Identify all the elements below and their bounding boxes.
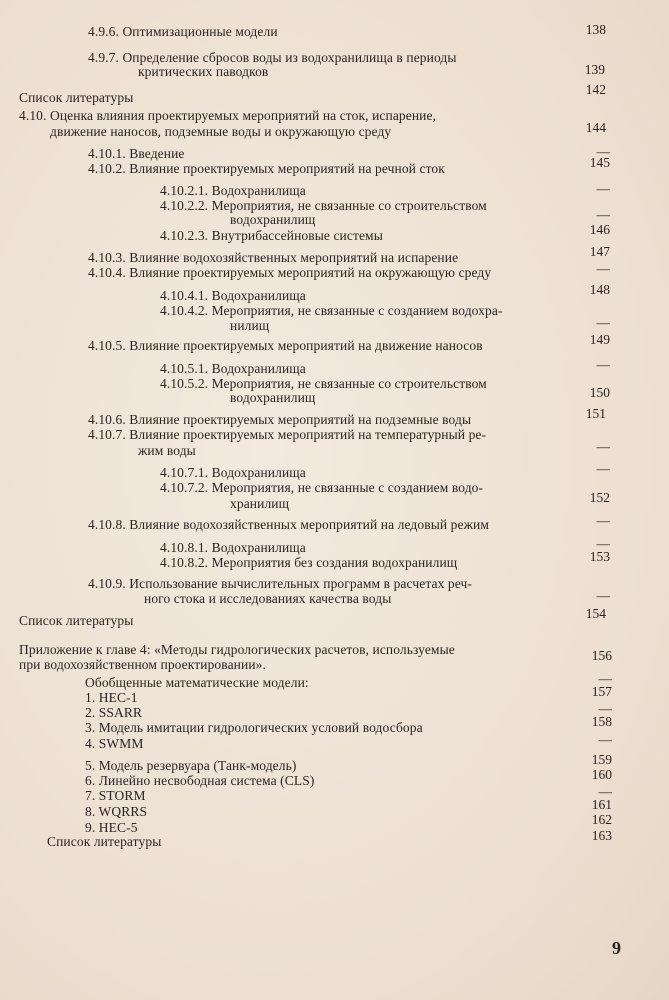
toc-entry-text: 7. STORM bbox=[85, 788, 146, 803]
toc-entry-text: водохранилищ bbox=[230, 212, 316, 227]
toc-entry-text: 4. SWMM bbox=[85, 736, 144, 751]
toc-entry-text: 4.10.8.2. Мероприятия без создания водохранилищ bbox=[160, 555, 458, 570]
toc-entry-page: — bbox=[598, 732, 612, 747]
toc-entry-page: — bbox=[598, 701, 612, 716]
toc-entry-text: хранилищ bbox=[230, 496, 290, 511]
toc-entry-text: 4.10.3. Влияние водохозяйственных мероприятий на испарение bbox=[88, 250, 459, 265]
toc-entry-text: 4.10.2. Влияние проектируемых мероприятий на речной сток bbox=[88, 161, 445, 176]
toc-entry-page: 156 bbox=[591, 648, 612, 663]
toc-entry-text: 4.10.7. Влияние проектируемых мероприятий на температурный ре- bbox=[88, 427, 487, 442]
toc-entry-page: 159 bbox=[591, 752, 612, 767]
toc-entry-page: — bbox=[596, 439, 610, 454]
toc-entry-page: 154 bbox=[585, 606, 606, 621]
toc-entry-page: — bbox=[596, 536, 610, 551]
toc-entry-text: 4.10.2.1. Водохранилища bbox=[160, 183, 306, 198]
toc-entry-text: 4.10.6. Влияние проектируемых мероприятий на подземные воды bbox=[88, 412, 472, 427]
toc-entry-page: 158 bbox=[591, 714, 612, 729]
toc-entry-text: 4.10.2.3. Внутрибассейновые системы bbox=[160, 228, 383, 243]
toc-entry-text: 8. WQRRS bbox=[85, 804, 148, 819]
toc-entry-text: 4.10.2.2. Мероприятия, не связанные со строительством bbox=[160, 198, 487, 213]
toc-entry-page: 161 bbox=[591, 797, 612, 812]
toc-entry-page: 151 bbox=[585, 406, 606, 421]
toc-entry-text: нилищ bbox=[230, 318, 270, 333]
toc-entry-text: 4.10.5. Влияние проектируемых мероприятий на движение наносов bbox=[88, 338, 483, 353]
toc-entry-page: 138 bbox=[585, 22, 606, 37]
toc-entry-page: 139 bbox=[584, 62, 605, 77]
toc-entry-text: 4.10.5.2. Мероприятия, не связанные со строительством bbox=[160, 376, 487, 391]
toc-entry-text: 4.10.5.1. Водохранилища bbox=[160, 361, 306, 376]
toc-entry-page: — bbox=[598, 671, 612, 686]
toc-entry-page: 163 bbox=[591, 828, 612, 843]
toc-entry-text: Список литературы bbox=[19, 613, 134, 628]
toc-entry-page: 150 bbox=[589, 385, 610, 400]
toc-entry-text: 4.9.6. Оптимизационные модели bbox=[88, 24, 278, 39]
toc-entry-text: 5. Модель резервуара (Танк-модель) bbox=[85, 758, 297, 773]
toc-entry-page: — bbox=[596, 207, 610, 222]
toc-entry-text: 4.10.8. Влияние водохозяйственных мероприятий на ледовый режим bbox=[88, 517, 490, 532]
toc-entry-text: 4.10.8.1. Водохранилища bbox=[160, 540, 306, 555]
toc-entry-text: 4.10. Оценка влияния проектируемых мероприятий на сток, испарение, bbox=[19, 108, 437, 123]
toc-entry-page: 153 bbox=[589, 549, 610, 564]
toc-entry-page: — bbox=[596, 315, 610, 330]
toc-entry-text: Обобщенные математические модели: bbox=[85, 675, 309, 690]
toc-entry-text: Список литературы bbox=[19, 90, 134, 105]
toc-entry-text: 1. HEC-1 bbox=[85, 690, 138, 705]
toc-entry-text: 4.10.7.2. Мероприятия, не связанные с созданием водо- bbox=[160, 480, 484, 495]
toc-entry-page: — bbox=[596, 588, 610, 603]
toc-entry-text: жим воды bbox=[138, 443, 196, 458]
toc-entry-text: 4.10.1. Введение bbox=[88, 146, 185, 161]
toc-entry-page: 148 bbox=[589, 282, 610, 297]
toc-entry-text: 2. SSARR bbox=[85, 705, 143, 720]
toc-entry-text: Приложение к главе 4: «Методы гидрологических расчетов, используемые bbox=[19, 642, 455, 657]
toc-entry-page: 146 bbox=[589, 222, 610, 237]
toc-entry-page: — bbox=[596, 181, 610, 196]
toc-entry-text: 4.10.4.1. Водохранилища bbox=[160, 288, 306, 303]
toc-entry-text: 4.9.7. Определение сбросов воды из водохранилища в периоды bbox=[88, 50, 457, 65]
toc-entry-page: 157 bbox=[591, 684, 612, 699]
toc-entry-text: 9. HEC-5 bbox=[85, 820, 138, 835]
toc-entry-page: — bbox=[596, 261, 610, 276]
toc-entry-text: 4.10.4.2. Мероприятия, не связанные с созданием водохра- bbox=[160, 303, 503, 318]
toc-entry-page: 144 bbox=[585, 120, 606, 135]
toc-entry-page: — bbox=[596, 357, 610, 372]
toc-entry-page: — bbox=[596, 513, 610, 528]
toc-entry-text: 4.10.7.1. Водохранилища bbox=[160, 465, 306, 480]
toc-entry-page: — bbox=[596, 461, 610, 476]
toc-entry-page: 162 bbox=[591, 812, 612, 827]
toc-entry-page: 142 bbox=[585, 82, 606, 97]
toc-entry-page: 149 bbox=[589, 332, 610, 347]
toc-entry-text: 4.10.4. Влияние проектируемых мероприятий на окружающую среду bbox=[88, 265, 492, 280]
toc-entry-page: 147 bbox=[589, 244, 610, 259]
toc-entry-page: 160 bbox=[591, 767, 612, 782]
toc-entry-text: при водохозяйственном проектировании». bbox=[19, 657, 266, 672]
page-number: 9 bbox=[612, 938, 621, 958]
toc-entry-text: Список литературы bbox=[47, 834, 162, 849]
toc-entry-text: ного стока и исследованиях качества воды bbox=[144, 591, 392, 606]
toc-entry-text: 3. Модель имитации гидрологических условий водосбора bbox=[85, 720, 423, 735]
toc-entry-page: 152 bbox=[589, 490, 610, 505]
toc-entry-page: — bbox=[598, 784, 612, 799]
toc-entry-text: водохранилищ bbox=[230, 390, 316, 405]
toc-entry-text: критических паводков bbox=[138, 64, 269, 79]
toc-entry-text: 4.10.9. Использование вычислительных программ в расчетах реч- bbox=[88, 576, 472, 591]
toc-entry-page: — bbox=[596, 144, 610, 159]
toc-entry-text: 6. Линейно несвободная система (CLS) bbox=[85, 773, 315, 788]
toc-entry-text: движение наносов, подземные воды и окружающую среду bbox=[50, 124, 392, 139]
toc-entry-page: 145 bbox=[589, 155, 610, 170]
